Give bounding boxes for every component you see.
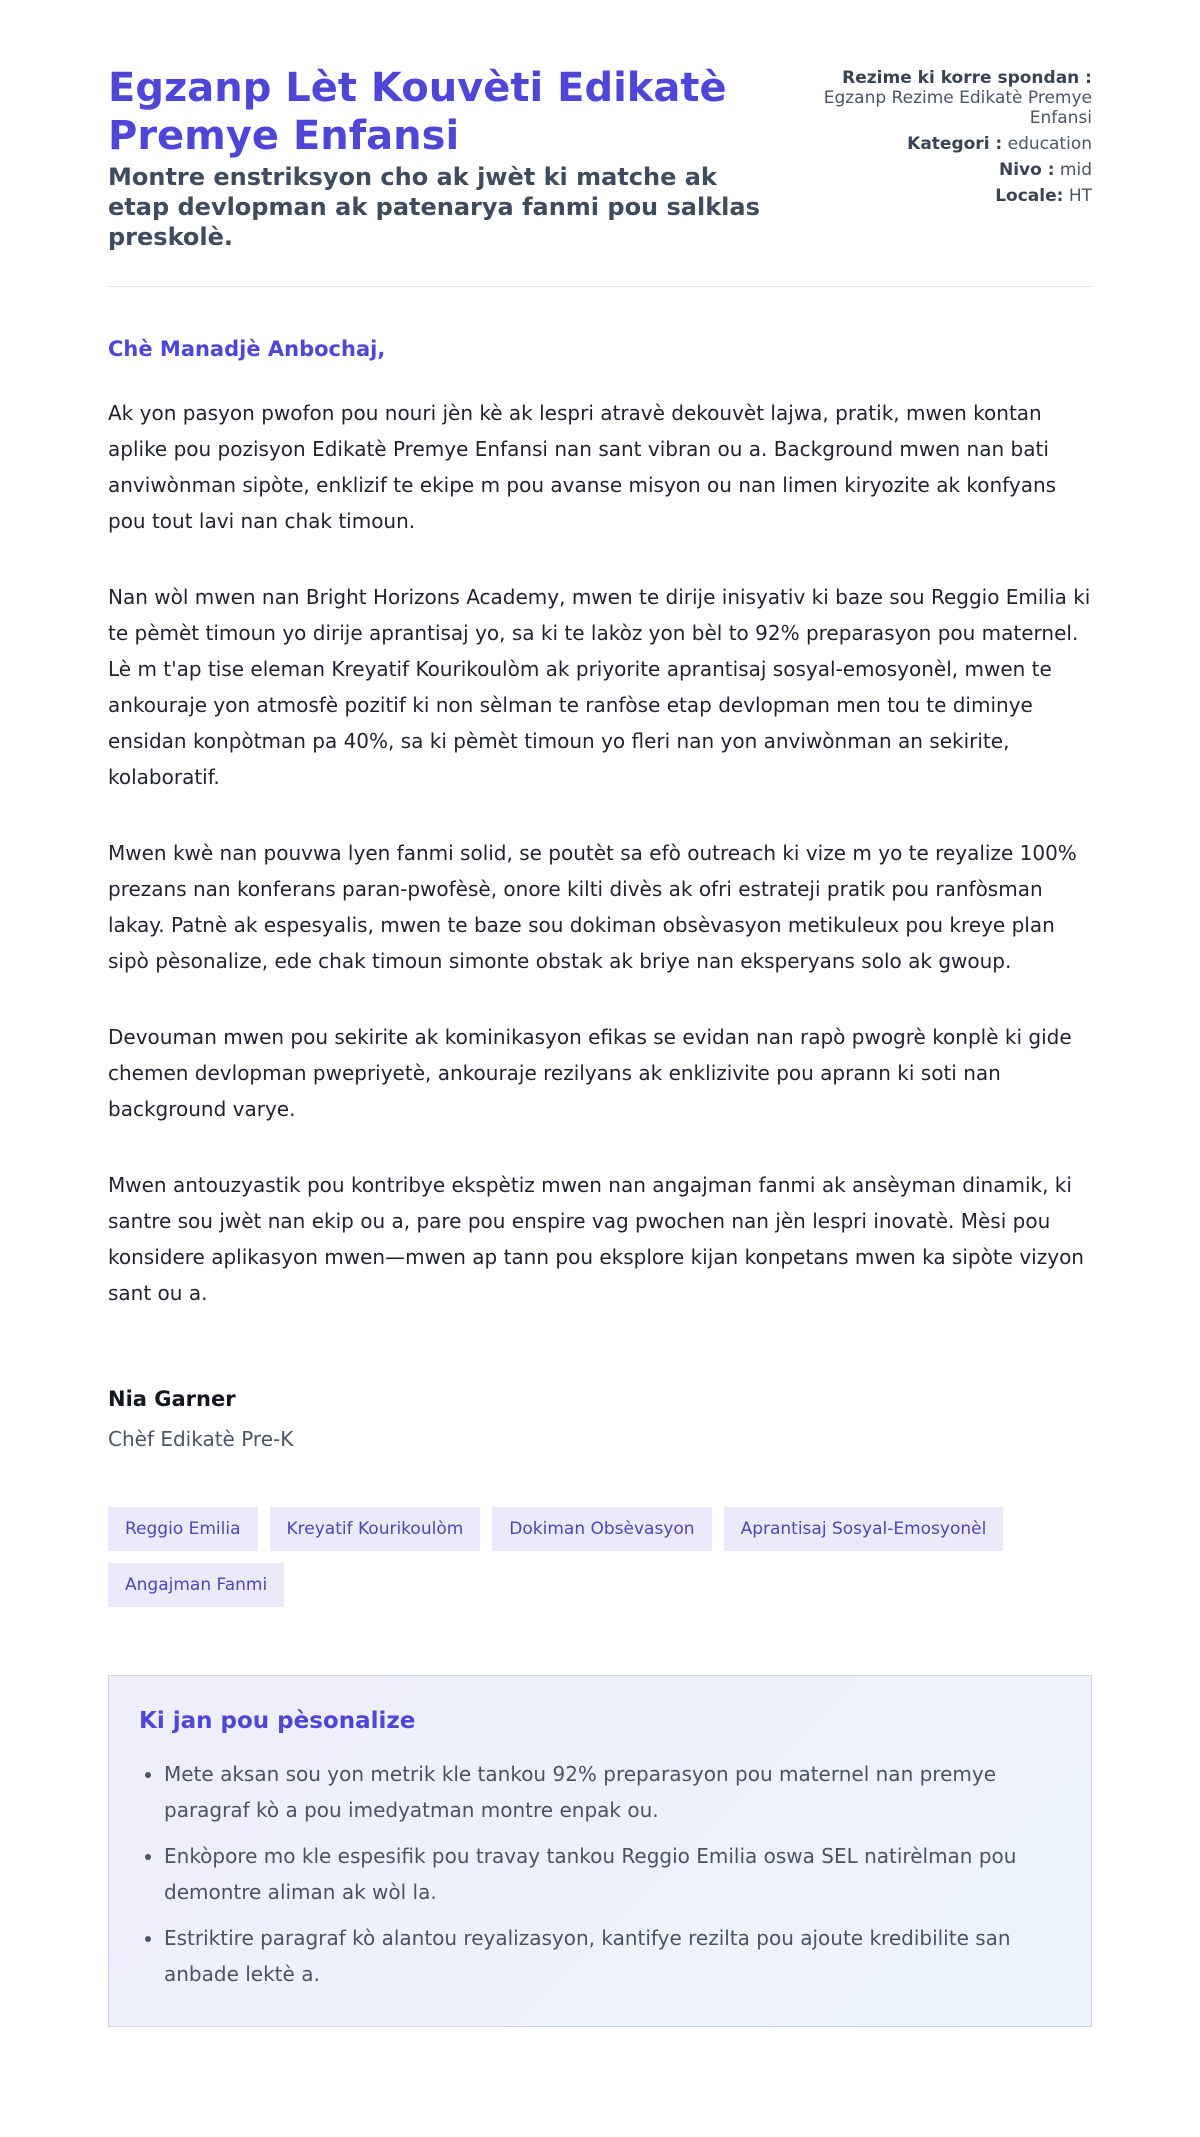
header-divider xyxy=(108,286,1092,287)
meta-locale-value: HT xyxy=(1068,186,1092,206)
letter-paragraph: Mwen kwè nan pouvwa lyen fanmi solid, se poutèt sa efò outreach ki vize m yo te reyalize 100% prezans nan konferans paran-pwofèsè, onore kilti divès ak ofri estrateji pratik pou ranfòsman lakay. Patnè ak espesyalis, mwen te baze sou dokiman obsèvasyon metikuleux pou kreye plan sipò pèsonalize, ede chak timoun simonte obstak ak briye nan eksperyans solo ak gwoup. xyxy=(108,841,1077,973)
letter-paragraph: Mwen antouzyastik pou kontribye ekspètiz mwen nan angajman fanmi ak ansèyman dinamik, ki santre sou jwèt nan ekip ou a, pare pou enspire vag pwochen nan jèn lespri inovatè. Mèsi pou konsidere aplikasyon mwen—mwen ap tann pou eksplore kijan konpetans mwen ka sipòte vizyon sant ou a. xyxy=(108,1173,1084,1305)
header-left xyxy=(108,64,768,252)
page-title: Egzanp Lèt Kouvèti Edikatè Premye Enfansi xyxy=(108,65,727,159)
signature-title: Chèf Edikatè Pre-K xyxy=(108,1427,294,1451)
meta-locale-label: Locale: xyxy=(995,186,1064,206)
skill-tag: Kreyatif Kourikoulòm xyxy=(270,1507,481,1551)
skill-tag: Reggio Emilia xyxy=(108,1507,258,1551)
tips-item: • Estriktire paragraf kò alantou reyalizasyon, kantifye rezilta pou ajoute kredibilite san anbade lektè a. xyxy=(164,1920,1061,1992)
meta-locale xyxy=(802,186,1092,206)
skill-tags xyxy=(108,1507,1108,1607)
meta-category-label: Kategori : xyxy=(907,134,1003,154)
letter-paragraph: Devouman mwen pou sekirite ak kominikasyon efikas se evidan nan rapò pwogrè konplè ki gide chemen devlopman pwepriyetè, ankouraje rezilyans ak enklizivite pou aprann ki soti nan background varye. xyxy=(108,1025,1072,1121)
skill-tag: Angajman Fanmi xyxy=(108,1563,284,1607)
skill-tag: Dokiman Obsèvasyon xyxy=(492,1507,711,1551)
page-header xyxy=(108,64,1092,252)
meta-summary xyxy=(802,68,1092,128)
meta-summary-value: Egzanp Rezime Edikatè Premye Enfansi xyxy=(823,88,1092,128)
letter-paragraph: Nan wòl mwen nan Bright Horizons Academy, mwen te dirije inisyativ ki baze sou Reggio Emilia ki te pèmèt timoun yo dirije aprantisaj yo, sa ki te lakòz yon bèl to 92% preparasyon pou maternel. Lè m t'ap tise eleman Kreyatif Kourikoulòm ak priyorite aprantisaj sosyal-emosyonèl, mwen te ankouraje yon atmosfè pozitif ki non sèlman te ranfòse etap devlopman men tou te diminye ensidan konpòtman pa 40%, sa ki pèmèt timoun yo fleri nan yon anviwònman an sekirite, kolaboratif. xyxy=(108,585,1091,789)
tips-item: • Enkòpore mo kle espesifik pou travay tankou Reggio Emilia oswa SEL natirèlman pou demontre aliman ak wòl la. xyxy=(164,1838,1061,1910)
tips-list xyxy=(139,1756,1061,1992)
page-subtitle: Montre enstriksyon cho ak jwèt ki matche ak etap devlopman ak patenarya fanmi pou salklas preskolè. xyxy=(108,163,760,251)
signature-name: Nia Garner xyxy=(108,1387,236,1411)
meta-category xyxy=(802,134,1092,154)
skill-tag: Aprantisaj Sosyal-Emosyonèl xyxy=(724,1507,1004,1551)
meta-level xyxy=(802,160,1092,180)
meta-panel xyxy=(802,64,1092,212)
customization-tips-box xyxy=(108,1675,1092,2027)
tips-item: • Mete aksan sou yon metrik kle tankou 92% preparasyon pou maternel nan premye paragraf kò a pou imedyatman montre enpak ou. xyxy=(164,1756,1061,1828)
meta-level-label: Nivo : xyxy=(998,160,1055,180)
meta-category-value: education xyxy=(1007,134,1092,154)
letter-greeting: Chè Manadjè Anbochaj, xyxy=(108,337,386,361)
meta-summary-label: Rezime ki korre spondan : xyxy=(842,68,1092,88)
letter-paragraph: Ak yon pasyon pwofon pou nouri jèn kè ak lespri atravè dekouvèt lajwa, pratik, mwen kontan aplike pou pozisyon Edikatè Premye Enfansi nan sant vibran ou a. Background mwen nan bati anviwònman sipòte, enklizif te ekipe m pou avanse misyon ou nan limen kiryozite ak konfyans pou tout lavi nan chak timoun. xyxy=(108,401,1057,533)
tips-heading: Ki jan pou pèsonalize xyxy=(139,1708,416,1734)
meta-level-value: mid xyxy=(1059,160,1092,180)
